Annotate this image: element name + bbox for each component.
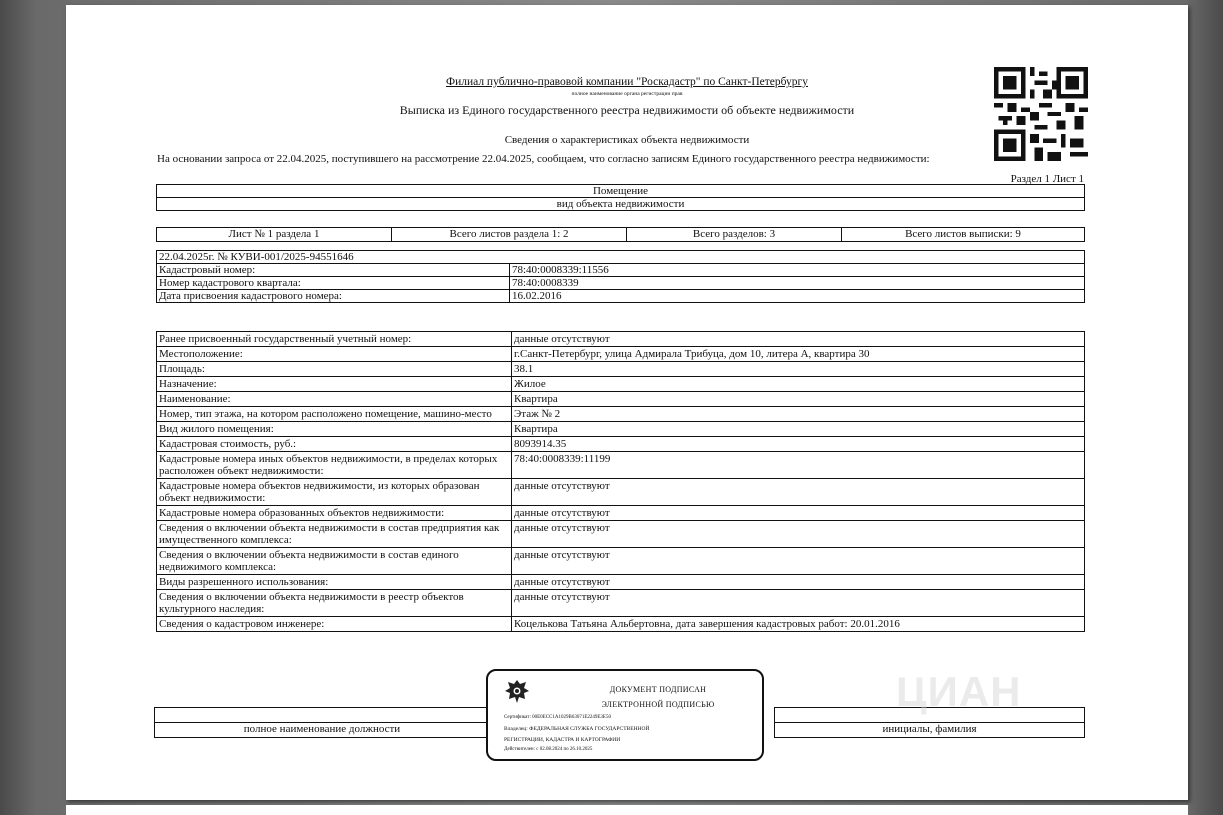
row-value: данные отсутствуют: [512, 479, 1085, 506]
table-row: [157, 422, 1085, 437]
row-value: Квартира: [512, 422, 1085, 437]
row-value: 78:40:0008339: [510, 277, 1085, 290]
row-value: данные отсутствуют: [512, 332, 1085, 347]
identification-table: [156, 250, 1085, 303]
row-label: Ранее присвоенный государственный учетный номер:: [157, 332, 512, 347]
organization-name: Филиал публично-правовой компании "Роскадастр" по Санкт-Петербургу: [445, 76, 808, 88]
row-value: 78:40:0008339:11199: [512, 452, 1085, 479]
table-row: [157, 548, 1085, 575]
object-type: Помещение: [157, 185, 1085, 198]
row-label: Кадастровый номер:: [157, 264, 510, 277]
row-label: Назначение:: [157, 377, 512, 392]
table-row: [157, 506, 1085, 521]
row-label: Дата присвоения кадастрового номера:: [157, 290, 510, 303]
row-value: Квартира: [512, 392, 1085, 407]
row-value: данные отсутствуют: [512, 521, 1085, 548]
row-label: Кадастровые номера образованных объектов недвижимости:: [157, 506, 512, 521]
table-row: [157, 362, 1085, 377]
row-value: 78:40:0008339:11556: [510, 264, 1085, 277]
organization-caption: полное наименование органа регистрации прав: [571, 91, 683, 97]
table-row: [157, 521, 1085, 548]
row-label: Вид жилого помещения:: [157, 422, 512, 437]
name-caption: инициалы, фамилия: [775, 723, 1085, 738]
row-label: Местоположение:: [157, 347, 512, 362]
position-cell: [155, 708, 490, 723]
row-value: данные отсутствуют: [512, 575, 1085, 590]
characteristics-table: [156, 331, 1085, 632]
table-row: [157, 479, 1085, 506]
total-sheets-section: Всего листов раздела 1: 2: [392, 228, 627, 242]
table-row: [157, 347, 1085, 362]
row-value: Жилое: [512, 377, 1085, 392]
table-row: [157, 392, 1085, 407]
request-number: 22.04.2025г. № КУВИ-001/2025-94551646: [157, 251, 1085, 264]
table-row: [157, 407, 1085, 422]
coat-of-arms-icon: [502, 677, 532, 707]
intro-text: На основании запроса от 22.04.2025, поступившего на рассмотрение 22.04.2025, сообщаем, что согласно записям Единого государственного реестра недвижимости:: [157, 153, 930, 165]
stamp-validity: Действителен: с 02.08.2024 по 26.10.2025: [504, 747, 593, 752]
table-row: [157, 290, 1085, 303]
total-sheets: Всего листов выписки: 9: [842, 228, 1085, 242]
row-label: Кадастровая стоимость, руб.:: [157, 437, 512, 452]
document-subtitle: Сведения о характеристиках объекта недвижимости: [504, 134, 750, 146]
position-caption: полное наименование должности: [155, 723, 490, 738]
total-sections: Всего разделов: 3: [627, 228, 842, 242]
document-title: Выписка из Единого государственного реестра недвижимости об объекте недвижимости: [399, 103, 855, 117]
table-row: [157, 452, 1085, 479]
table-row: [157, 617, 1085, 632]
document-page: [66, 5, 1188, 800]
sheets-table: [156, 227, 1085, 242]
row-label: Сведения о кадастровом инженере:: [157, 617, 512, 632]
row-label: Сведения о включении объекта недвижимости в состав предприятия как имущественного комплекса:: [157, 521, 512, 548]
table-row: [157, 575, 1085, 590]
row-label: Сведения о включении объекта недвижимости в состав единого недвижимого комплекса:: [157, 548, 512, 575]
table-row: [157, 377, 1085, 392]
stamp-line-1: ДОКУМЕНТ ПОДПИСАН: [609, 685, 707, 694]
row-value: данные отсутствуют: [512, 548, 1085, 575]
section-label: Раздел 1 Лист 1: [1010, 173, 1084, 185]
row-label: Номер кадастрового квартала:: [157, 277, 510, 290]
watermark-logo: ЦИАН: [896, 668, 1022, 715]
table-row: [157, 332, 1085, 347]
stamp-certificate: Сертификат: 00Е0ЕСС1А1029В63071Е2249Е3Е50: [504, 715, 611, 720]
row-label: Сведения о включении объекта недвижимости в реестр объектов культурного наследия:: [157, 590, 512, 617]
stamp-issuer-1: Владелец: ФЕДЕРАЛЬНАЯ СЛУЖБА ГОСУДАРСТВЕННОЙ: [504, 726, 650, 732]
row-value: данные отсутствуют: [512, 590, 1085, 617]
table-row: [157, 590, 1085, 617]
row-value: Коцелькова Татьяна Альбертовна, дата завершения кадастровых работ: 20.01.2016: [512, 617, 1085, 632]
electronic-signature-stamp: [486, 669, 764, 761]
table-row: [157, 264, 1085, 277]
stamp-issuer-2: РЕГИСТРАЦИИ, КАДАСТРА И КАРТОГРАФИИ: [504, 737, 621, 743]
row-value: данные отсутствуют: [512, 506, 1085, 521]
qr-code: [994, 67, 1088, 161]
table-row: [157, 277, 1085, 290]
stamp-line-2: ЭЛЕКТРОННОЙ ПОДПИСЬЮ: [601, 700, 715, 709]
sheet-number: Лист № 1 раздела 1: [157, 228, 392, 242]
row-label: Кадастровые номера иных объектов недвижимости, в пределах которых расположен объект недвижимости:: [157, 452, 512, 479]
row-value: Этаж № 2: [512, 407, 1085, 422]
row-label: Номер, тип этажа, на котором расположено помещение, машино-место: [157, 407, 512, 422]
object-type-table: [156, 184, 1085, 211]
row-value: 16.02.2016: [510, 290, 1085, 303]
row-value: г.Санкт-Петербург, улица Адмирала Трибуца, дом 10, литера А, квартира 30: [512, 347, 1085, 362]
row-value: 38.1: [512, 362, 1085, 377]
next-page-edge: [66, 805, 1188, 815]
row-label: Площадь:: [157, 362, 512, 377]
row-label: Виды разрешенного использования:: [157, 575, 512, 590]
object-type-caption: вид объекта недвижимости: [157, 198, 1085, 211]
row-label: Кадастровые номера объектов недвижимости, из которых образован объект недвижимости:: [157, 479, 512, 506]
row-value: 8093914.35: [512, 437, 1085, 452]
table-row: [157, 437, 1085, 452]
row-label: Наименование:: [157, 392, 512, 407]
